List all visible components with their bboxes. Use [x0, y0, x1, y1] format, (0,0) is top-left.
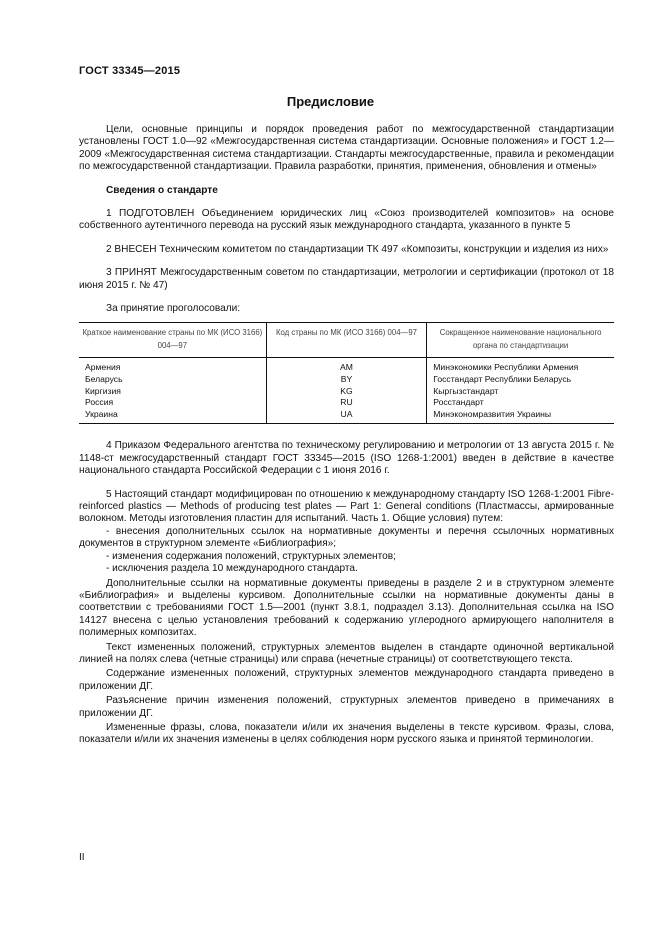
- table-header-body: Сокращенное наименование национального органа по стандартизации: [427, 323, 614, 358]
- item-2-paragraph: 2 ВНЕСЕН Техническим комитетом по стандартизации ТК 497 «Композиты, конструкции и изделия из них»: [106, 243, 609, 255]
- table-row: [79, 397, 614, 409]
- list-item: - исключения раздела 10 международного стандарта.: [106, 563, 358, 575]
- table-cell-body: Росстандарт: [427, 397, 614, 409]
- references-paragraph: Дополнительные ссылки на нормативные документы приведены в разделе 2 и в структурном элементе «Библиография» и выделены курсивом. Дополнительные ссылки на нормативные документы даны в соответствии с требованиями ГОСТ 1.5—2001 (пункт 3.8.1, подраздел 3.13). Дополнительная ссылка на ISO 14127 внесена с целью установления требований к содержанию углеродного армирующего наполнителя в полимерных композитах.: [79, 577, 614, 639]
- document-body: [79, 124, 614, 747]
- table-cell-code: KG: [266, 386, 427, 398]
- item-3-paragraph: 3 ПРИНЯТ Межгосударственным советом по стандартизации, метрологии и сертификации (протокол от 18 июня 2015 г. № 47): [79, 267, 614, 291]
- table-row: [79, 358, 614, 374]
- list-item: - внесения дополнительных ссылок на нормативные документы и перечня ссылочных нормативных документов в структурном элементе «Библиография»;: [79, 525, 614, 550]
- page-number: II: [79, 852, 85, 863]
- table-header-row: [79, 323, 614, 358]
- table-cell-body: Минэкономики Республики Армения: [427, 358, 614, 374]
- table-cell-code: UA: [266, 409, 427, 424]
- table-row: [79, 409, 614, 424]
- item-4-paragraph: 4 Приказом Федерального агентства по техническому регулированию и метрологии от 13 августа 2015 г. № 1148-ст межгосударственный стандарт ГОСТ 33345—2015 (ISO 1268-1:2001) введен в действие в качестве национального стандарта Российской Федерации с 1 июня 2016 г.: [79, 440, 614, 477]
- table-cell-country: Армения: [85, 362, 121, 373]
- table-cell-code: RU: [266, 397, 427, 409]
- table-cell-code: BY: [266, 374, 427, 386]
- section-heading: Сведения о стандарте: [106, 184, 218, 196]
- explanation-paragraph: Разъяснение причин изменения положений, структурных элементов приведено в примечаниях в приложении ДГ.: [79, 695, 614, 719]
- table-cell-body: Госстандарт Республики Беларусь: [427, 374, 614, 386]
- table-cell-body: Минэкономразвития Украины: [427, 409, 614, 424]
- item-5-paragraph: 5 Настоящий стандарт модифицирован по отношению к международному стандарту ISO 1268-1:2001 Fibre-reinforced plastics — Methods of producing test plates — Part 1: General conditions (Пластмассы, армированные волокном. Методы изготовления пластин для испытаний. Часть 1. Общие условия) путем:: [79, 488, 614, 525]
- intro-paragraph: Цели, основные принципы и порядок проведения работ по межгосударственной стандартизации установлены ГОСТ 1.0—92 «Межгосударственная система стандартизации. Основные положения» и ГОСТ 1.2—2009 «Межгосударственная система стандартизации. Стандарты межгосударственные, правила и рекомендации по межгосударственной стандартизации. Правила разработки, принятия, применения, обновления и отмены»: [79, 124, 614, 173]
- table-cell-country: Россия: [85, 397, 114, 408]
- table-cell-code: AM: [266, 358, 427, 374]
- voting-table: [79, 322, 614, 424]
- vote-caption: За принятие проголосовали:: [106, 303, 241, 315]
- item-1-paragraph: 1 ПОДГОТОВЛЕН Объединением юридических лиц «Союз производителей композитов» на основе собственного аутентичного перевода на русский язык международного стандарта, указанного в пункте 5: [79, 208, 614, 232]
- list-item: - изменения содержания положений, структурных элементов;: [106, 550, 396, 562]
- table-cell-country: Беларусь: [85, 374, 123, 385]
- table-header-country: Краткое наименование страны по МК (ИСО 3166) 004—97: [79, 323, 266, 358]
- table-cell-body: Кыргызстандарт: [427, 386, 614, 398]
- modified-content-paragraph: Содержание измененных положений, структурных элементов международного стандарта приведено в приложении ДГ.: [79, 668, 614, 692]
- table-row: [79, 374, 614, 386]
- page-title: Предисловие: [286, 94, 375, 109]
- table-cell-country: Украина: [79, 409, 266, 424]
- document-header: ГОСТ 33345—2015: [79, 65, 181, 77]
- modified-text-paragraph: Текст измененных положений, структурных элементов выделен в стандарте одиночной вертикальной линией на полях слева (четные страницы) или справа (нечетные страницы) от соответствующего текста.: [79, 641, 614, 665]
- phrases-paragraph: Измененные фразы, слова, показатели и/или их значения выделены в тексте курсивом. Фразы, слова, показатели и/или их значения изменены в целях соблюдения норм русского языка и принятой терминологии.: [79, 721, 614, 746]
- table-row: [79, 386, 614, 398]
- table-header-code: Код страны по МК (ИСО 3166) 004—97: [266, 323, 427, 358]
- table-cell-country: Киргизия: [85, 385, 121, 396]
